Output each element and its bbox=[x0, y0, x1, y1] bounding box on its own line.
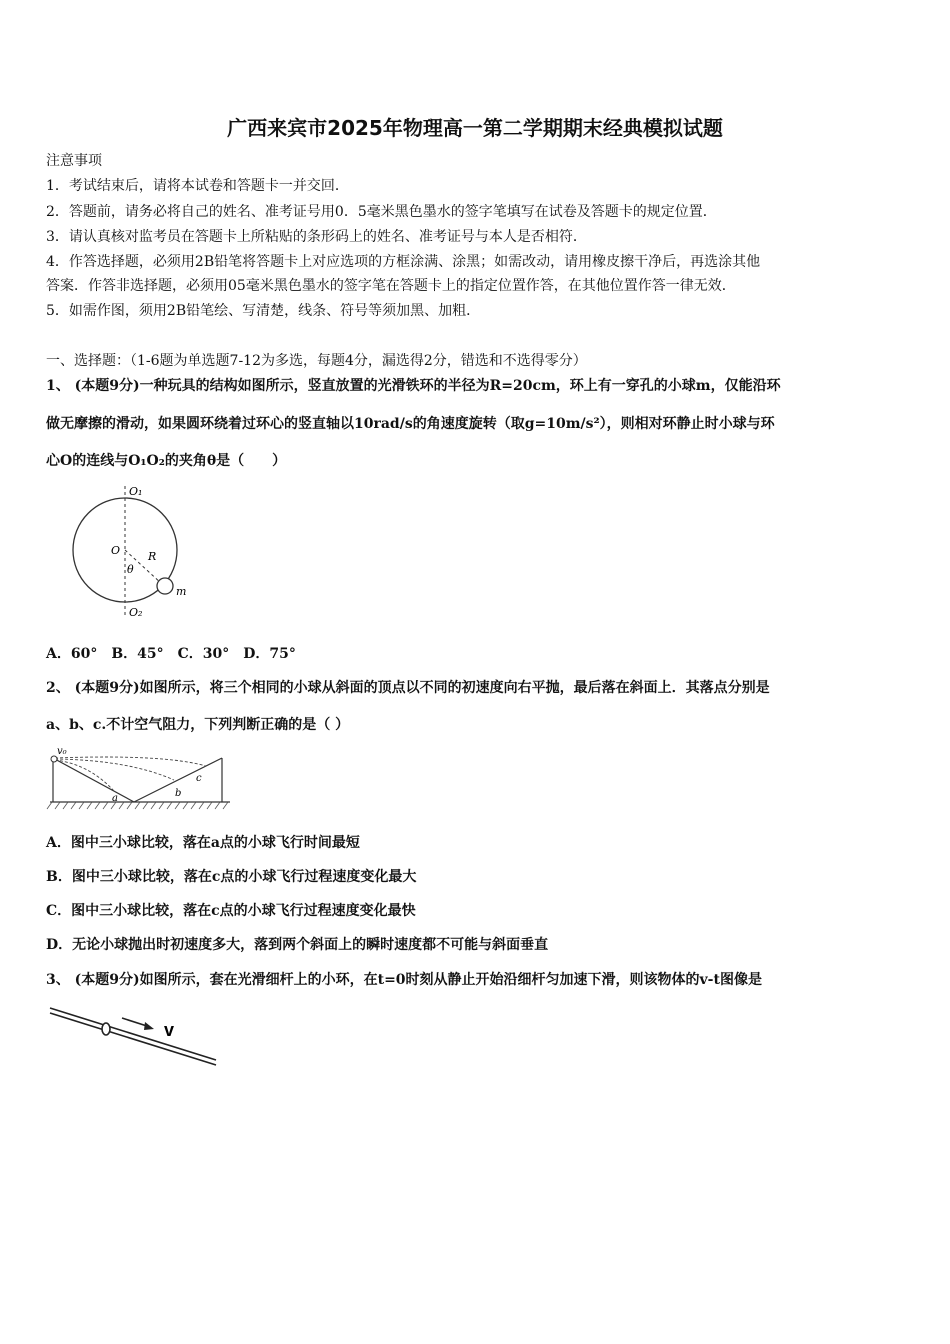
page-title: 广西来宾市2025年物理高一第二学期期末经典模拟试题 bbox=[227, 116, 723, 140]
question-2-option-c: C．图中三小球比较，落在c点的小球飞行过程速度变化最快 bbox=[46, 903, 416, 919]
label-o1: O₁ bbox=[129, 485, 143, 498]
ring-figure bbox=[60, 478, 200, 623]
question-1-line: 做无摩擦的滑动，如果圆环绕着过环心的竖直轴以10rad/s的角速度旋转（取g=10m/s²），则相对环静止时小球与环 bbox=[46, 416, 775, 432]
question-2-option-b: B．图中三小球比较，落在c点的小球飞行过程速度变化最大 bbox=[46, 869, 417, 885]
label-a: a bbox=[112, 793, 118, 804]
label-r: R bbox=[148, 550, 157, 563]
label-v: v bbox=[164, 1020, 175, 1040]
question-2-line: a、b、c.不计空气阻力，下列判断正确的是（ ） bbox=[46, 717, 350, 733]
label-c: c bbox=[196, 773, 202, 784]
label-v0: v₀ bbox=[57, 746, 67, 757]
label-theta: θ bbox=[127, 563, 134, 576]
question-2-option-a: A．图中三小球比较，落在a点的小球飞行时间最短 bbox=[46, 835, 360, 851]
question-2-option-d: D．无论小球抛出时初速度多大，落到两个斜面上的瞬时速度都不可能与斜面垂直 bbox=[46, 937, 549, 953]
question-3-line: 3、 (本题9分)如图所示，套在光滑细杆上的小环，在t=0时刻从静止开始沿细杆匀加速下滑，则该物体的v-t图像是 bbox=[46, 972, 762, 988]
notice-item: 5．如需作图，须用2B铅笔绘、写清楚，线条、符号等须加黑、加粗． bbox=[46, 303, 481, 319]
notice-item: 1．考试结束后，请将本试卷和答题卡一并交回． bbox=[46, 178, 349, 194]
section-heading: 一、选择题：（1-6题为单选题7-12为多选，每题4分，漏选得2分，错选和不选得零分） bbox=[46, 353, 587, 369]
notice-item: 4．作答选择题，必须用2B铅笔将答题卡上对应选项的方框涂满、涂黑；如需改动，请用橡皮擦干净后，再选涂其他 bbox=[46, 254, 761, 270]
label-o2: O₂ bbox=[129, 606, 143, 619]
notice-item: 2．答题前，请务必将自己的姓名、准考证号用0．5毫米黑色墨水的签字笔填写在试卷及答题卡的规定位置． bbox=[46, 204, 717, 220]
question-1-line: 心O的连线与O₁O₂的夹角θ是（ ） bbox=[46, 453, 287, 469]
label-o: O bbox=[111, 544, 121, 557]
notice-item: 答案．作答非选择题，必须用05毫米黑色墨水的签字笔在答题卡上的指定位置作答，在其他位置作答一律无效． bbox=[46, 278, 736, 294]
question-1-options: A．60° B．45° C．30° D．75° bbox=[46, 646, 296, 662]
question-1-line: 1、 (本题9分)一种玩具的结构如图所示，竖直放置的光滑铁环的半径为R=20cm，环上有一穿孔的小球m，仅能沿环 bbox=[46, 378, 781, 394]
question-2-line: 2、 (本题9分)如图所示，将三个相同的小球从斜面的顶点以不同的初速度向右平抛，最后落在斜面上．其落点分别是 bbox=[46, 680, 770, 696]
incline-figure bbox=[44, 744, 234, 816]
rod-figure bbox=[46, 1002, 222, 1072]
label-b: b bbox=[175, 788, 182, 799]
notice-item: 3．请认真核对监考员在答题卡上所粘贴的条形码上的姓名、准考证号与本人是否相符． bbox=[46, 229, 587, 245]
notice-heading: 注意事项 bbox=[46, 153, 102, 169]
label-m: m bbox=[176, 585, 187, 598]
